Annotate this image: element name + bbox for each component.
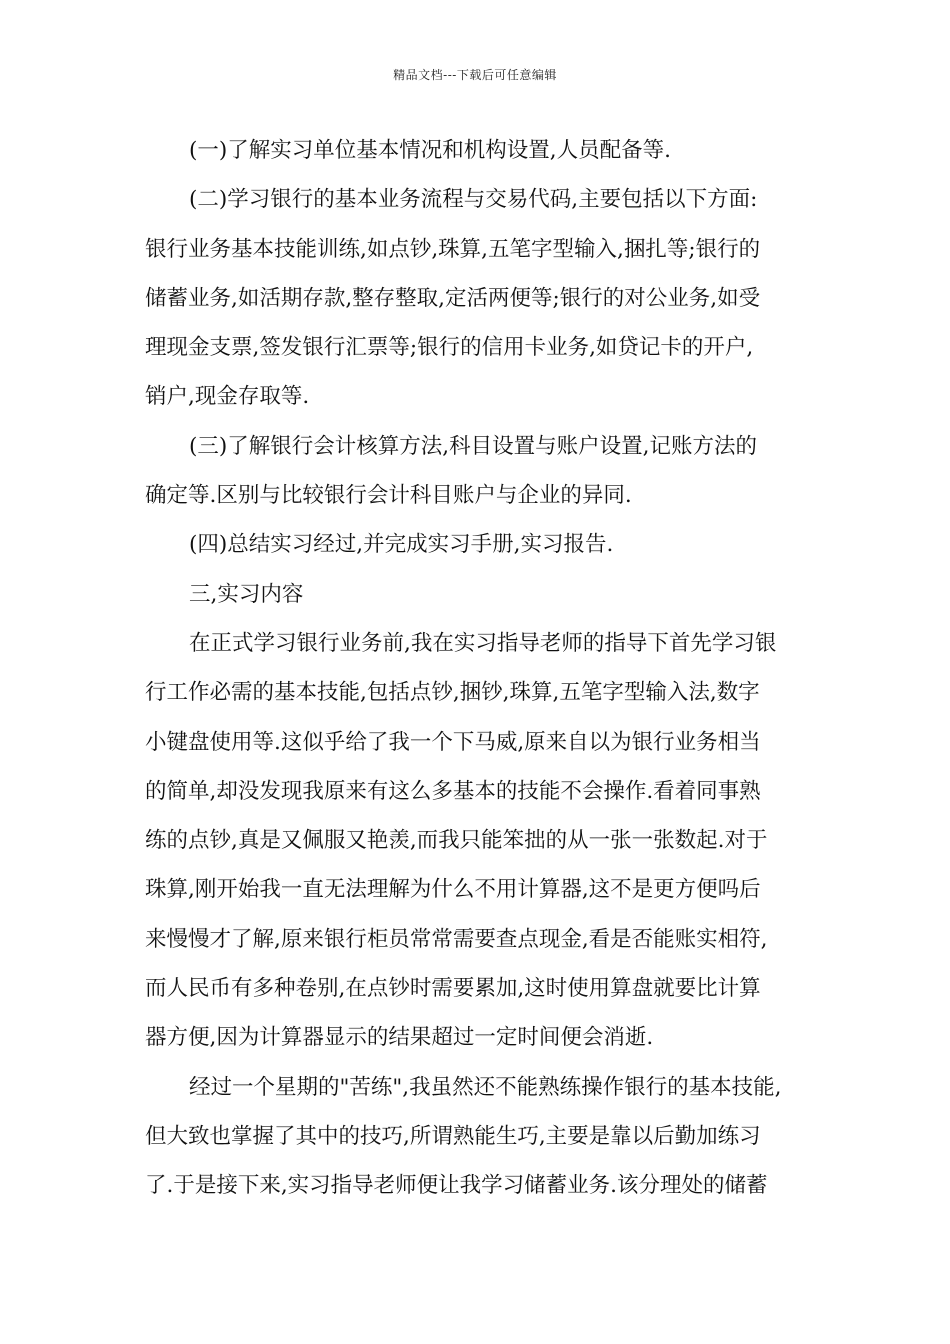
text-line: 来慢慢才了解,原来银行柜员常常需要查点现金,看是否能账实相符, xyxy=(145,926,768,952)
page-header: 精品文档---下载后可任意编辑 xyxy=(393,68,557,82)
text-line: 行工作必需的基本技能,包括点钞,捆钞,珠算,五笔字型输入法,数字 xyxy=(145,680,760,706)
text-line: 但大致也掌握了其中的技巧,所谓熟能生巧,主要是靠以后勤加练习 xyxy=(145,1123,761,1149)
text-line: 理现金支票,签发银行汇票等;银行的信用卡业务,如贷记卡的开户, xyxy=(145,335,754,361)
text-line: 确定等.区别与比较银行会计科目账户与企业的异同. xyxy=(145,483,632,509)
text-line: 经过一个星期的"苦练",我虽然还不能熟练操作银行的基本技能, xyxy=(189,1074,782,1100)
text-line: 器方便,因为计算器显示的结果超过一定时间便会消逝. xyxy=(145,1025,654,1051)
text-line: 了.于是接下来,实习指导老师便让我学习储蓄业务.该分理处的储蓄 xyxy=(145,1173,768,1199)
text-line: (一)了解实习单位基本情况和机构设置,人员配备等. xyxy=(189,138,671,163)
text-line: (四)总结实习经过,并完成实习手册,实习报告. xyxy=(189,532,614,558)
text-line: 的简单,却没发现我原来有这么多基本的技能不会操作.看着同事熟 xyxy=(145,778,761,804)
text-line: 小键盘使用等.这似乎给了我一个下马威,原来自以为银行业务相当 xyxy=(145,729,761,755)
text-line: 练的点钞,真是又佩服又艳羡,而我只能笨拙的从一张一张数起.对于 xyxy=(145,828,768,854)
document-body xyxy=(145,126,807,1211)
text-line: 销户,现金存取等. xyxy=(145,384,310,410)
section-heading: 三,实习内容 xyxy=(189,581,304,607)
text-line: 储蓄业务,如活期存款,整存整取,定活两便等;银行的对公业务,如受 xyxy=(145,285,761,311)
text-line: 在正式学习银行业务前,我在实习指导老师的指导下首先学习银 xyxy=(189,630,777,656)
text-line: (二)学习银行的基本业务流程与交易代码,主要包括以下方面: xyxy=(189,187,758,213)
text-line: 银行业务基本技能训练,如点钞,珠算,五笔字型输入,捆扎等;银行的 xyxy=(145,236,761,262)
text-line: 珠算,刚开始我一直无法理解为什么不用计算器,这不是更方便吗后 xyxy=(145,877,761,903)
text-line: 而人民币有多种卷别,在点钞时需要累加,这时使用算盘就要比计算 xyxy=(145,976,761,1002)
text-line: (三)了解银行会计核算方法,科目设置与账户设置,记账方法的 xyxy=(189,433,757,459)
